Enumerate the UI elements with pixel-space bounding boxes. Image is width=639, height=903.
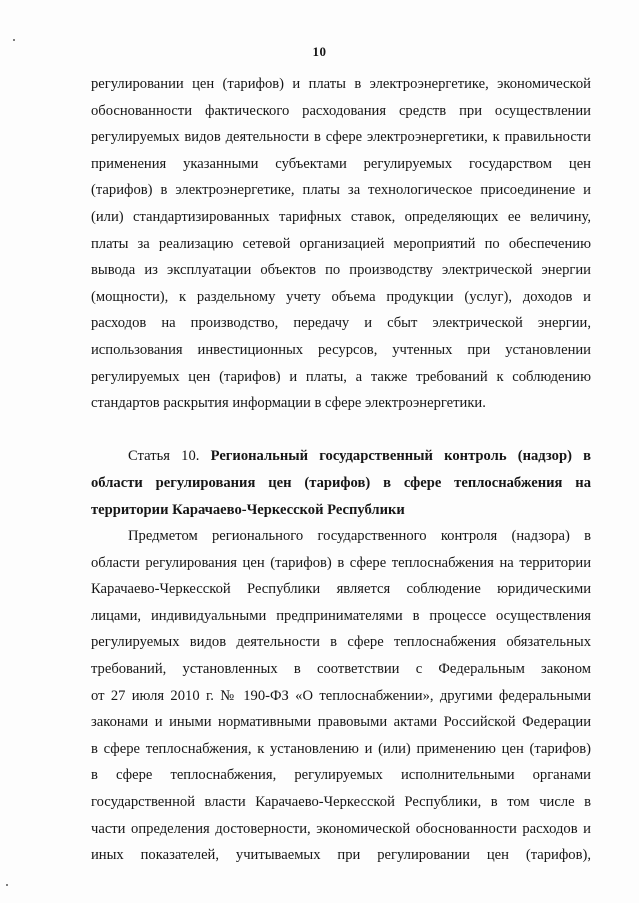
scan-speck (6, 884, 8, 886)
text-line: регулируемых видов деятельности в сфере электроэнергетики, к правильности (91, 129, 591, 146)
text-line: применения указанными субъектами регулируемых государством цен (91, 155, 591, 172)
text-line: (тарифов) в электроэнергетике, платы за технологическое присоединение и (91, 182, 591, 199)
text-line: требований, установленных в соответствии с Федеральным законом (91, 661, 591, 678)
text-line: (или) стандартизированных тарифных ставок, определяющих ее величину, (91, 208, 591, 225)
text-line: Карачаево-Черкесской Республики является соблюдение юридическими (91, 581, 591, 598)
scan-speck (13, 39, 15, 41)
text-line: (мощности), к раздельному учету объема продукции (услуг), доходов и (91, 288, 591, 305)
article-title: Региональный государственный контроль (надзор) в (210, 448, 591, 465)
text-line: законами и иными нормативными правовыми актами Российской Федерации (91, 714, 591, 731)
article-10-heading (91, 443, 591, 523)
text-line: обоснованности фактического расходования средств при осуществлении (91, 102, 591, 119)
text-line: лицами, индивидуальными предпринимателями в процессе осуществления (91, 607, 591, 624)
text-line: вывода из эксплуатации объектов по производству электрической энергии (91, 262, 591, 279)
page-number: 10 (312, 44, 327, 59)
paragraph-spacer (91, 417, 591, 444)
document-body (91, 71, 591, 869)
text-line: Предметом регионального государственного контроля (надзора) в (128, 528, 591, 545)
article-heading-line: области регулирования цен (тарифов) в сфере теплоснабжения на (91, 474, 591, 491)
text-line: использования инвестиционных ресурсов, учтенных при установлении (91, 341, 591, 358)
paragraph-electricity-control (91, 71, 591, 417)
text-line: регулируемых цен (тарифов) и платы, а также требований к соблюдению (91, 368, 591, 385)
text-line: расходов на производство, передачу и сбыт электрической энергии, (91, 315, 591, 332)
text-line: области регулирования цен (тарифов) в сфере теплоснабжения на территории (91, 554, 591, 571)
text-line: от 27 июля 2010 г. № 190-ФЗ «О теплоснабжении», другими федеральными (91, 687, 591, 704)
text-line: платы за реализацию сетевой организацией мероприятий по обеспечению (91, 235, 591, 252)
text-line: стандартов раскрытия информации в сфере электроэнергетики. (91, 395, 486, 412)
text-line: регулируемых видов деятельности в сфере теплоснабжения обязательных (91, 634, 591, 651)
text-line: в сфере теплоснабжения, регулируемых исполнительными органами (91, 767, 591, 784)
article-heading-line (91, 443, 591, 470)
text-line: части определения достоверности, экономической обоснованности расходов и (91, 820, 591, 837)
paragraph-heat-supply-control (91, 523, 591, 869)
article-number: Статья 10. (128, 448, 211, 465)
text-line: регулировании цен (тарифов) и платы в электроэнергетике, экономической (91, 76, 591, 92)
text-line: иных показателей, учитываемых при регулировании цен (тарифов), (91, 847, 591, 864)
article-heading-line: территории Карачаево-Черкесской Республики (91, 501, 405, 518)
text-line: в сфере теплоснабжения, к установлению и (или) применению цен (тарифов) (91, 740, 591, 757)
text-line: государственной власти Карачаево-Черкесской Республики, в том числе в (91, 794, 591, 811)
